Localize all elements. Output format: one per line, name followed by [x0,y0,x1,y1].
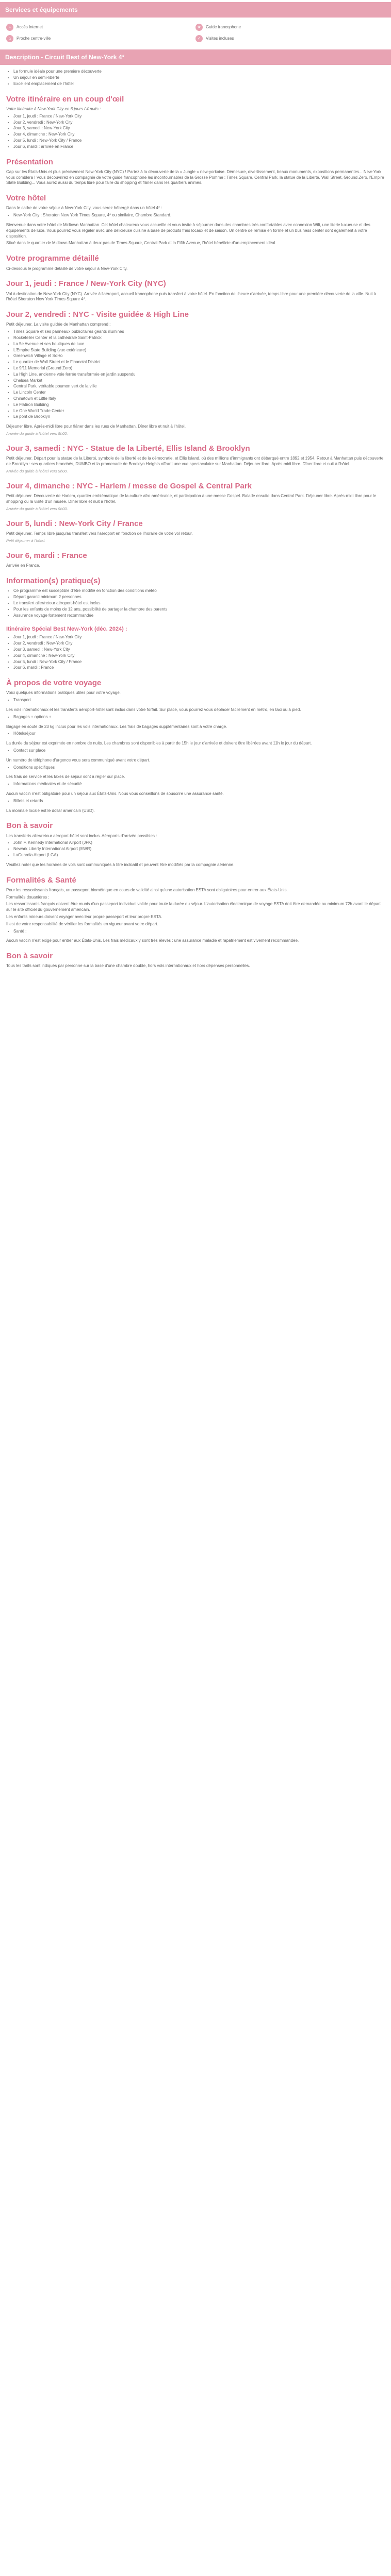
hotel-text: Bienvenue dans votre hôtel de Midtown Manhattan. Cet hôtel chaleureux vous accueille et vous invite à séjourner dans des chambres très confortables avec connexion Wifi, une literie luxueuse et des équipements de luxe. Vous pourrez vous régaler avec une délicieuse cuisine à base de produits frais locaux et de saison. Un centre de remise en forme et un business center sont également à votre disposition. [6,223,370,239]
day2-note: Arrivée du guide à l'hôtel vers 9h00. [6,431,68,436]
list-item: • Greenwich Village et SoHo [13,353,391,359]
list-item: • Jour 2, vendredi : New-York City [13,641,391,647]
list-item: • Contact sur place [13,748,391,754]
list-item: • Chelsea Market [13,378,391,384]
health-text: Aucun vaccin n'est obligatoire pour un séjour aux États-Unis. Nous vous conseillons de souscrire une assurance santé. [6,791,224,796]
money-text: La monnaie locale est le dollar américain (USD). [6,808,95,813]
luggage-text: Bagage en soute de 23 kg inclus pour les vols internationaux. Les frais de bagages supplémentaires sont à votre charge. [6,724,227,729]
formalities-text: Les ressortissants français doivent être munis d'un passeport individuel valide pour toute la durée du séjour. L'autorisation électronique de voyage ESTA doit être demandée au minimum 72h avant le départ sur le site officiel du gouvernement américain. [6,902,381,912]
list-item: • Le quartier de Wall Street et le Financial District [13,360,391,365]
about-intro: Voici quelques informations pratiques utiles pour votre voyage. [6,690,121,696]
list-item: • LaGuardia Airport (LGA) [13,853,391,858]
service-item [6,22,196,33]
service-item [6,33,196,44]
list-item: • Newark Liberty International Airport (EWR) [13,846,391,852]
day3-heading: Jour 3, samedi : NYC - Statue de la Liberté, Ellis Island & Brooklyn [6,444,250,453]
day5-text: Petit déjeuner. Temps libre jusqu'au transfert vers l'aéroport en fonction de l'horaire de votre vol retour. [6,531,193,536]
list-item: • Le Flatiron Building [13,402,391,408]
description-bullets [0,69,391,87]
services-title: Services et équipements [0,2,391,18]
goodtrip-intro: Les transferts aller/retour aéroport-hôtel sont inclus. Aéroports d'arrivée possibles : [6,833,157,838]
day6-heading: Jour 6, mardi : France [6,551,87,561]
day2-bullets [0,329,391,420]
list-item: • Le One World Trade Center [13,409,391,414]
about-list [0,782,391,787]
contact-text: Un numéro de téléphone d'urgence vous sera communiqué avant votre départ. [6,757,151,762]
list-item: • Jour 4, dimanche : New-York City [13,132,391,138]
itinerary-title: Itinéraire Spécial Best New-York (déc. 2024) : [6,626,127,633]
guide-icon: ★ [196,24,203,31]
health-section-text: Aucun vaccin n'est exigé pour entrer aux États-Unis. Les frais médicaux y sont très élevés : une assurance maladie et rapatriement est vivement recommandée. [6,938,299,943]
service-label: Proche centre-ville [17,36,51,41]
list-item: • Le pont de Brooklyn [13,414,391,420]
day5-heading: Jour 5, lundi : New-York City / France [6,519,143,529]
list-item: • Chinatown et Little Italy [13,396,391,402]
final-heading: Bon à savoir [6,952,53,961]
list-item: • New-York City : Sheraton New York Times Square, 4* ou similaire, Chambre Standard. [13,213,391,218]
formalities-heading: Formalités & Santé [6,875,76,885]
list-item: • Jour 3, samedi : New-York City [13,126,391,131]
list-item: • Jour 3, samedi : New-York City [13,647,391,653]
itinerary-bullets [0,635,391,671]
service-label: Guide francophone [206,24,241,29]
visit-icon: ✓ [196,35,203,42]
formalities-text: Les enfants mineurs doivent voyager avec leur propre passeport et leur propre ESTA. [6,914,162,919]
final-text: Tous les tarifs sont indiqués par personne sur la base d'une chambre double, hors vols internationaux et hors dépenses personnelles. [6,963,250,969]
program-detail-intro: Ci-dessous le programme détaillé de votre séjour à New-York City. [6,266,128,271]
list-item: • Informations médicales et de sécurité [13,782,391,787]
health-section-list [0,929,391,935]
wifi-icon: ⌁ [6,24,13,31]
about-list [0,715,391,720]
list-item: • Assurance voyage fortement recommandée [13,613,391,619]
list-item: • Ce programme est susceptible d'être modifié en fonction des conditions météo [13,588,391,594]
airports-list [0,840,391,858]
day1-text: Vol à destination de New-York City (NYC). Arrivée à l'aéroport, accueil francophone puis transfert à votre hôtel. En fonction de l'heure d'arrivée, temps libre pour une première découverte de la ville. Nuit à l'hôtel Sheraton New York Times Square 4*. [6,291,377,302]
list-item: • Le transfert aller/retour aéroport-hôtel est inclus [13,601,391,606]
list-item: • Conditions spécifiques [13,765,391,771]
list-item: • John F. Kennedy International Airport (JFK) [13,840,391,846]
service-item [196,33,385,44]
list-item: • Bagages + options + [13,715,391,720]
day2-text: Déjeuner libre. Après-midi libre pour flâner dans les rues de Manhattan. Dîner libre et nuit à l'hôtel. [6,424,186,429]
formalities-label: Formalités douanières : [6,894,50,900]
list-item: • Un séjour en semi-liberté [13,75,391,81]
services-grid [0,22,391,44]
about-list [0,765,391,771]
list-item: • Le Lincoln Center [13,390,391,396]
goodtrip-text: Veuillez noter que les horaires de vols sont communiqués à titre indicatif et peuvent être modifiés par la compagnie aérienne. [6,862,235,867]
hotel-heading: Votre hôtel [6,194,46,203]
formalities-text: Pour les ressortissants français, un passeport biométrique en cours de validité ainsi qu'une autorisation ESTA sont obligatoires pour entrer aux États-Unis. [6,887,288,892]
service-item [196,22,385,33]
program-detail-heading: Votre programme détaillé [6,254,99,263]
list-item: • L'Empire State Building (vue extérieure) [13,348,391,353]
program-days [0,114,391,150]
page-root [0,0,391,971]
day4-note: Arrivée du guide à l'hôtel vers 9h00. [6,506,68,511]
list-item: • Jour 1, jeudi : France / New-York City [13,635,391,640]
service-label: Accès Internet [17,24,43,29]
description-title: Description - Circuit Best of New-York 4* [0,49,391,65]
list-item: • La 5e Avenue et ses boutiques de luxe [13,342,391,347]
list-item: • Hôtel/séjour [13,731,391,737]
day3-note: Arrivée du guide à l'hôtel vers 9h00. [6,468,68,473]
day3-text: Petit déjeuner. Départ pour la statue de la Liberté, symbole de la liberté et de la démocratie, et Ellis Island, où des millions d'immigrants ont débarqué entre 1892 et 1954. Retour à Manhattan puis découverte de Brooklyn : ses quartiers branchés, DUMBO et la promenade de Brooklyn Heights offrant une vue spectaculaire sur Manhattan. Déjeuner libre. Après-midi libre. Dîner libre et nuit à l'hôtel. [6,456,384,467]
program-heading: Votre itinéraire en un coup d'œil [6,94,124,104]
transport-text: Les vols internationaux et les transferts aéroport-hôtel sont inclus dans votre forfait. Sur place, vous pourrez vous déplacer facilement en métro, en taxi ou à pied. [6,707,301,712]
list-item: • Jour 5, lundi : New-York City / France [13,138,391,144]
about-list [0,799,391,804]
list-item: • Départ garanti minimum 2 personnes [13,595,391,600]
list-item: • Santé : [13,929,391,935]
info-heading: Information(s) pratique(s) [6,577,101,586]
list-item: • Jour 2, vendredi : New-York City [13,120,391,126]
presentation-heading: Présentation [6,157,53,166]
presentation-text: Cap sur les États-Unis et plus précisément New-York City (NYC) ! Partez à la découverte de la « Jungle » new-yorkaise. Démesure, divertissement, beaux monuments, expositions permanentes... New-York vous comblera ! Vous découvrirez en compagnie de votre guide francophone les incontournables de la Grosse Pomme : Times Square, Central Park, la statue de la Liberté, Wall Street, Ground Zero, l'Empire State Building... Vous aurez aussi du temps libre pour faire du shopping et flâner dans les quartiers animés. [6,169,384,185]
goodtrip-heading: Bon à savoir [6,821,53,831]
hotels-text: La durée du séjour est exprimée en nombre de nuits. Les chambres sont disponibles à partir de 15h le jour d'arrivée et doivent être libérées avant 11h le jour du départ. [6,741,312,746]
list-item: • Times Square et ses panneaux publicitaires géants illuminés [13,329,391,335]
list-item: • Jour 6, mardi : arrivée en France [13,144,391,150]
center-icon: ⌂ [6,35,13,42]
day1-heading: Jour 1, jeudi : France / New-York City (NYC) [6,279,166,289]
list-item: • Le 9/11 Memorial (Ground Zero) [13,366,391,371]
about-heading: À propos de votre voyage [6,679,102,688]
list-item: • Jour 4, dimanche : New-York City [13,653,391,659]
about-list [0,731,391,737]
info-bullets [0,588,391,618]
list-item: • Jour 5, lundi : New-York City / France [13,659,391,665]
list-item: • Central Park, véritable poumon vert de la ville [13,384,391,389]
day4-heading: Jour 4, dimanche : NYC - Harlem / messe de Gospel & Central Park [6,482,252,491]
list-item: • Rockefeller Center et la cathédrale Saint-Patrick [13,335,391,341]
list-item: • Billets et retards [13,799,391,804]
day2-intro: Petit déjeuner. La visite guidée de Manhattan comprend : [6,322,111,327]
conditions-text: Les frais de service et les taxes de séjour sont à régler sur place. [6,774,125,779]
list-item: • Pour les enfants de moins de 12 ans, possibilité de partager la chambre des parents [13,607,391,613]
day2-heading: Jour 2, vendredi : NYC - Visite guidée & High Line [6,310,189,319]
day5-note: Petit déjeuner à l'hôtel. [6,538,46,544]
day6-text: Arrivée en France. [6,563,40,568]
list-item: • Transport [13,698,391,703]
list-item: • Jour 6, mardi : France [13,665,391,671]
list-item: • La High Line, ancienne voie ferrée transformée en jardin suspendu [13,372,391,378]
hotel-intro: Dans le cadre de votre séjour à New-York City, vous serez hébergé dans un hôtel 4* : [6,206,162,211]
about-list [0,698,391,703]
hotel-bullets [0,213,391,218]
program-intro: Votre itinéraire à New-York City en 6 jours / 4 nuits : [6,107,101,112]
hotel-text: Situé dans le quartier de Midtown Manhattan à deux pas de Times Square, Central Park et la Fifth Avenue, l'hôtel bénéficie d'un emplacement idéal. [6,241,276,246]
service-label: Visites incluses [206,36,234,41]
formalities-text: Il est de votre responsabilité de vérifier les formalités en vigueur avant votre départ. [6,921,158,926]
list-item: • Jour 1, jeudi : France / New-York City [13,114,391,120]
about-list [0,748,391,754]
list-item: • Excellent emplacement de l'hôtel [13,81,391,87]
list-item: • La formule idéale pour une première découverte [13,69,391,75]
day4-text: Petit déjeuner. Découverte de Harlem, quartier emblématique de la culture afro-américaine, et participation à une messe Gospel. Balade ensuite dans Central Park. Déjeuner libre. Après-midi libre pour le shopping ou la visite d'un musée. Dîner libre et nuit à l'hôtel. [6,494,377,504]
